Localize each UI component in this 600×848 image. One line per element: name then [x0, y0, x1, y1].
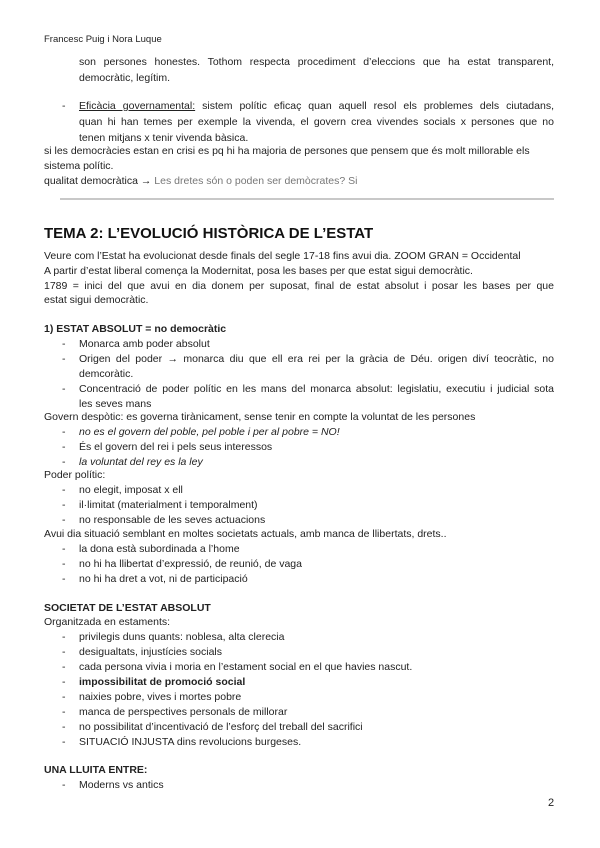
list-dash: -	[62, 441, 66, 453]
list-dash: -	[62, 779, 66, 791]
crisis-line2: sistema polític.	[44, 160, 114, 172]
list-dash: -	[62, 736, 66, 748]
despotic-line: Govern despòtic: es governa tirànicament, sense tenir en compte la voluntat de les persones	[44, 411, 476, 423]
list-dash: -	[62, 721, 66, 733]
avui-line: Avui dia situació semblant en moltes societats actuals, amb manca de llibertats, drets..	[44, 528, 447, 540]
list-dash: -	[62, 646, 66, 658]
lluita-item: Moderns vs antics	[79, 779, 164, 791]
tema-paragraph-2: A partir d’estat liberal comença la Modernitat, posa les bases per que estat sigui democràtic.	[44, 265, 473, 277]
absolut-item: Concentració de poder polític en les mans del monarca absolut: legislatiu, executiu i judicial sota	[79, 383, 554, 395]
poder-item: il·limitat (materialment i temporalment)	[79, 499, 258, 511]
list-dash: -	[62, 353, 66, 365]
absolut-item-cont: demcoràtic.	[79, 368, 134, 380]
eficacia-title: Eficàcia governamental:	[79, 100, 196, 112]
list-dash: -	[62, 499, 66, 511]
poder-label: Poder polític:	[44, 469, 106, 481]
crisis-line1: si les democràcies estan en crisi es pq hi ha majoria de persones que pensem que és molt millorable els	[44, 145, 530, 157]
list-dash: -	[62, 661, 66, 673]
eficacia-line3: tenen mitjans x tenir vivenda bàsica.	[79, 132, 249, 144]
intro-cont-line1: son persones honestes. Tothom respecta procediment d’eleccions que ha estat transparent,	[79, 56, 554, 68]
societat-intro: Organitzada en estaments:	[44, 616, 171, 628]
avui-item: no hi ha llibertat d’expressió, de reunió, de vaga	[79, 558, 302, 570]
tema-paragraph-3-line1: 1789 = inici del que avui en dia donem per suposat, final de estat absolut i posar les bases per que	[44, 280, 554, 292]
list-dash: -	[62, 338, 66, 350]
despotic-item: És el govern del rei i pels seus interessos	[79, 441, 273, 453]
societat-item: cada persona vivia i moria en l’estament social en el que havies nascut.	[79, 661, 413, 673]
section-title: TEMA 2: L’EVOLUCIÓ HISTÒRICA DE L’ESTAT	[44, 225, 374, 242]
societat-item: SITUACIÓ INJUSTA dins revolucions burgeses.	[79, 736, 302, 748]
absolut-item: Monarca amb poder absolut	[79, 338, 210, 350]
despotic-item: la voluntat del rey es la ley	[79, 456, 203, 468]
list-dash: -	[62, 484, 66, 496]
poder-item: no responsable de les seves actuacions	[79, 514, 266, 526]
societat-heading: SOCIETAT DE L’ESTAT ABSOLUT	[44, 602, 211, 614]
list-dash: -	[62, 514, 66, 526]
page-number: 2	[548, 797, 555, 809]
lluita-heading: UNA LLUITA ENTRE:	[44, 764, 148, 776]
list-dash: -	[62, 691, 66, 703]
page-header-authors: Francesc Puig i Nora Luque	[44, 34, 162, 45]
societat-item: naixies pobre, vives i mortes pobre	[79, 691, 242, 703]
poder-item: no elegit, imposat x ell	[79, 484, 183, 496]
societat-item: desigualtats, injustícies socials	[79, 646, 222, 658]
list-dash: -	[62, 631, 66, 643]
list-dash: -	[62, 573, 66, 585]
quality-label: qualitat democràtica →	[44, 175, 152, 187]
absolut-item-cont: les seves mans	[79, 398, 152, 410]
list-dash: -	[62, 426, 66, 438]
avui-item: no hi ha dret a vot, ni de participació	[79, 573, 248, 585]
absolut-heading: 1) ESTAT ABSOLUT = no democràtic	[44, 323, 227, 335]
tema-paragraph-1: Veure com l’Estat ha evolucionat desde finals del segle 17-18 fins avui dia. ZOOM GRAN = Occidental	[44, 250, 521, 262]
societat-item: impossibilitat de promoció social	[79, 676, 246, 688]
list-dash: -	[62, 383, 66, 395]
eficacia-line2: quan hi han temes per exemple la vivenda, el govern crea vivendes socials x persones que no	[79, 116, 554, 128]
societat-item: no possibilitat d’incentivació de l’esforç del treball del sacrifici	[79, 721, 363, 733]
intro-cont-line2: democràtic, legítim.	[79, 72, 171, 84]
tema-paragraph-3-line2: estat sigui democràtic.	[44, 294, 149, 306]
list-dash: -	[62, 456, 66, 468]
quality-line	[44, 175, 357, 188]
societat-item: manca de perspectives personals de millorar	[79, 706, 288, 718]
section-divider	[60, 198, 554, 200]
societat-item: privilegis duns quants: noblesa, alta clerecia	[79, 631, 285, 643]
avui-item: la dona està subordinada a l’home	[79, 543, 240, 555]
eficacia-line1-rest: sistem polític eficaç quan aquell resol els problemes dels ciutadans,	[195, 100, 554, 112]
list-dash: -	[62, 558, 66, 570]
list-dash: -	[62, 543, 66, 555]
list-dash: -	[62, 676, 66, 688]
list-dash: -	[62, 100, 66, 112]
eficacia-line1	[79, 100, 554, 113]
despotic-item: no es el govern del poble, pel poble i per al pobre = NO!	[79, 426, 340, 438]
absolut-item: Origen del poder → monarca diu que ell era rei per la gràcia de Déu. origen diví teocràtic, no	[79, 353, 554, 365]
list-dash: -	[62, 706, 66, 718]
quality-note: Les dretes són o poden ser demòcrates? Si	[151, 175, 358, 187]
